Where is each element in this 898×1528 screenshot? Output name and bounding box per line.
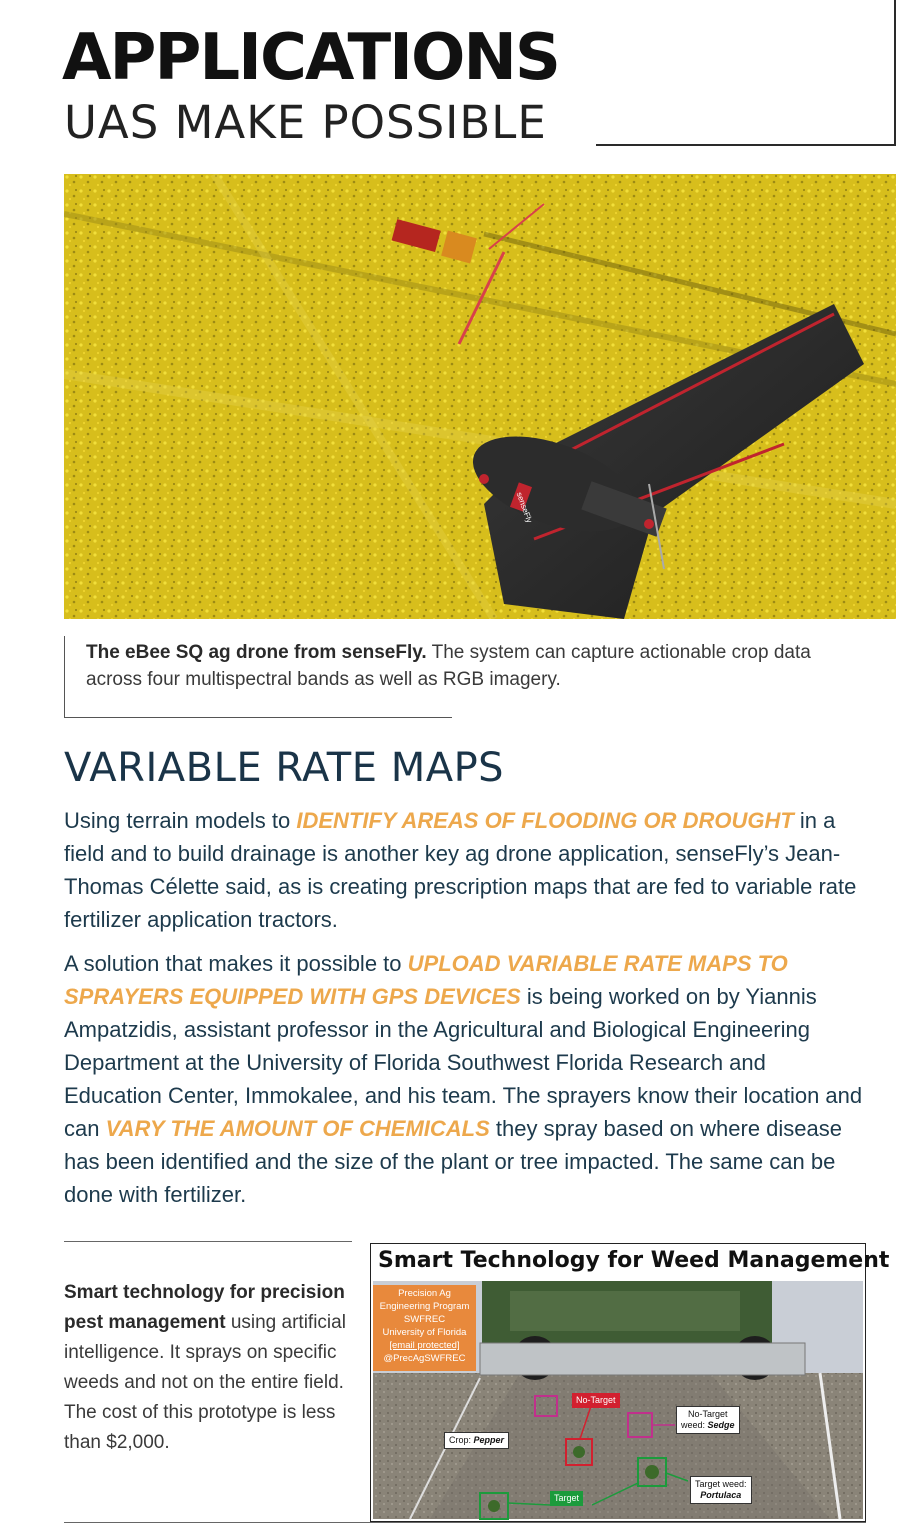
label-target: Target: [550, 1491, 583, 1506]
caption-rule-bottom: [64, 717, 452, 718]
page-title: APPLICATIONS: [62, 21, 559, 95]
program-info-box: Precision Ag Engineering Program SWFREC University of Florida [email protected] @PrecAgSWFREC: [373, 1285, 476, 1371]
highlight-upload-maps: UPLOAD VARIABLE RATE MAPS TO SPRAYERS EQUIPPED WITH GPS DEVICES: [64, 951, 788, 1009]
section-title: VARIABLE RATE MAPS: [64, 745, 505, 791]
paragraph-1: Using terrain models to IDENTIFY AREAS OF FLOODING OR DROUGHT in a field and to build drainage is another key ag drone application, senseFly’s Jean-Thomas Célette said, as is creating prescription maps that are fed to variable rate fertilizer application tractors.: [64, 808, 857, 932]
bottom-rule: [64, 1522, 866, 1523]
label-no-target: No-Target: [572, 1393, 620, 1408]
label-crop: Crop: Pepper: [444, 1432, 509, 1449]
highlight-flooding: IDENTIFY AREAS OF FLOODING OR DROUGHT: [296, 808, 794, 833]
hero-caption: The eBee SQ ag drone from senseFly. The system can capture actionable crop data across four multispectral bands as well as RGB imagery.: [86, 642, 811, 690]
inset-title: Smart Technology for Weed Management: [378, 1248, 890, 1273]
page-subtitle: UAS MAKE POSSIBLE: [64, 96, 547, 149]
side-caption-rule: [64, 1241, 352, 1242]
hero-drone-photo: [64, 174, 896, 619]
side-caption: Smart technology for precision pest management using artificial intelligence. It sprays on specific weeds and not on the entire field. The cost of this prototype is less than $2,000.: [64, 1282, 346, 1453]
header-right-rule: [894, 0, 896, 145]
label-target-weed: Target weed: Portulaca: [690, 1476, 752, 1504]
paragraph-2: A solution that makes it possible to UPLOAD VARIABLE RATE MAPS TO SPRAYERS EQUIPPED WITH GPS DEVICES is being worked on by Yiannis Ampatzidis, assistant professor in the Agricultural and Biological Engineering Department at the University of Florida Southwest Florida Research and Education Center, Immokalee, and his team. The sprayers know their location and can VARY THE AMOUNT OF CHEMICALS they spray based on where disease has been identified and the size of the plant or tree impacted. The same can be done with fertilizer.: [64, 951, 863, 1207]
highlight-vary-chemicals: VARY THE AMOUNT OF CHEMICALS: [105, 1116, 490, 1141]
header-rule: [596, 144, 896, 146]
drone-brand-label: senseFly: [514, 490, 534, 525]
caption-rule: [64, 636, 65, 718]
label-no-target-weed: No-Target weed: Sedge: [676, 1406, 740, 1434]
